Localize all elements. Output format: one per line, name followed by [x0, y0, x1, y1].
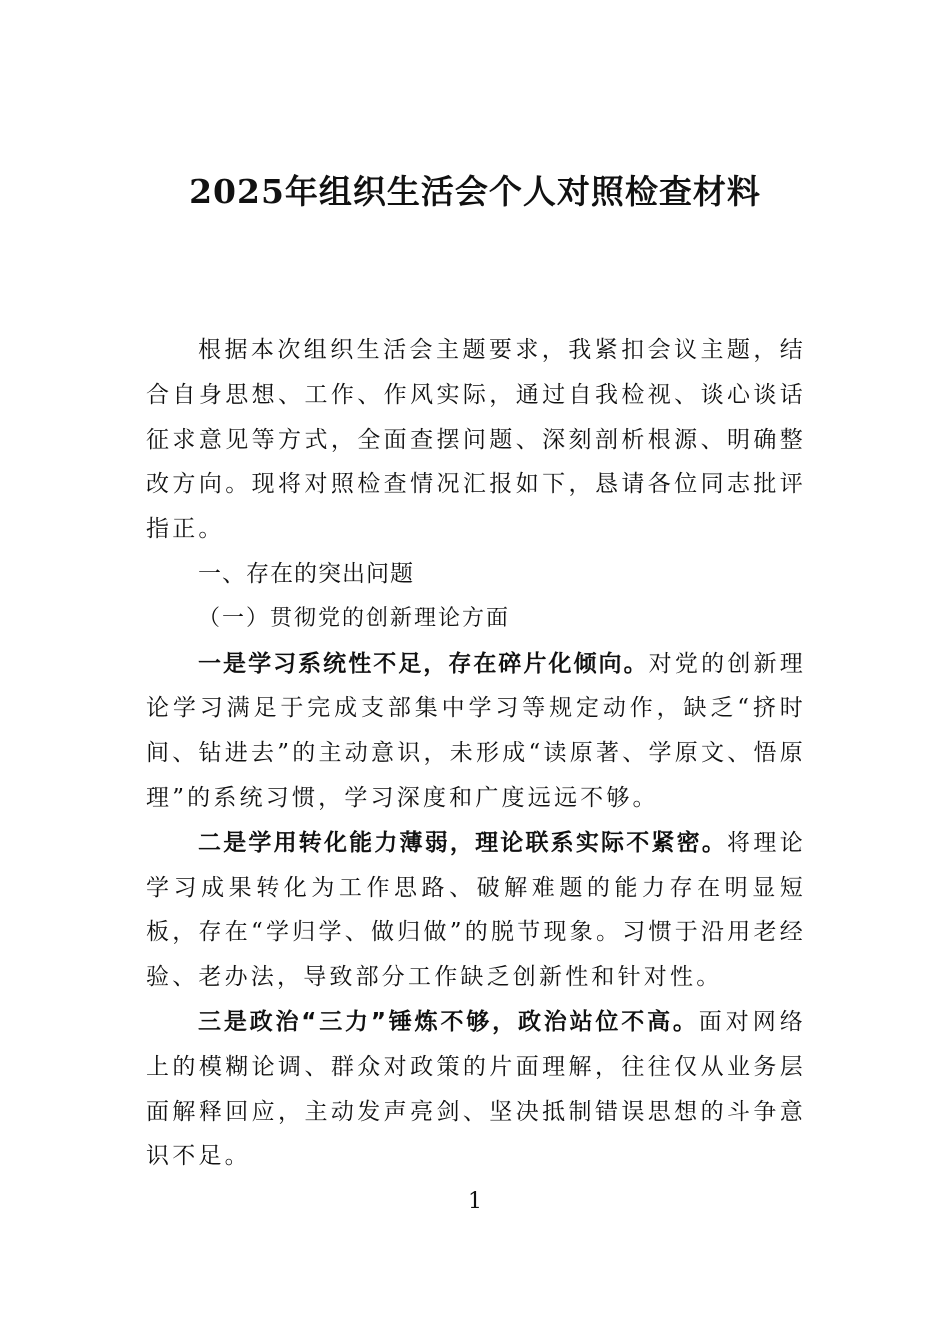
intro-paragraph: 根据本次组织生活会主题要求，我紧扣会议主题，结合自身思想、工作、作风实际，通过自我检视、谈心谈话征求意见等方式，全面查摆问题、深刻剖析根源、明确整改方向。现将对照检查情况汇报如下，恳请各位同志批评指正。 [146, 337, 806, 543]
item-paragraph-1 [146, 642, 806, 821]
item-text-3: 面对网络上的模糊论调、群众对政策的片面理解，往往仅从业务层面解释回应，主动发声亮剑、坚决抵制错误思想的斗争意识不足。 [146, 1008, 806, 1170]
item-lead-3: 三是政治“三力”锤炼不够，政治站位不高。 [198, 1008, 699, 1035]
page-number: 1 [468, 1189, 482, 1214]
subsection-heading: （一）贯彻党的创新理论方面 [198, 605, 511, 631]
item-text-1: 对党的创新理论学习满足于完成支部集中学习等规定动作，缺乏“挤时间、钻进去”的主动意识，未形成“读原著、学原文、悟原理”的系统习惯，学习深度和广度远远不够。 [146, 650, 806, 811]
item-paragraph-2 [146, 821, 806, 1000]
item-text-2: 将理论学习成果转化为工作思路、破解难题的能力存在明显短板，存在“学归学、做归做”的脱节现象。习惯于沿用老经验、老办法，导致部分工作缺乏创新性和针对性。 [146, 829, 806, 991]
document-title: 2025年组织生活会个人对照检查材料 [189, 172, 761, 211]
document-body [146, 328, 806, 1179]
item-lead-2: 二是学用转化能力薄弱，理论联系实际不紧密。 [198, 829, 728, 856]
item-paragraph-3 [146, 1000, 806, 1179]
item-lead-1: 一是学习系统性不足，存在碎片化倾向。 [198, 650, 649, 677]
section-heading: 一、存在的突出问题 [198, 560, 414, 587]
